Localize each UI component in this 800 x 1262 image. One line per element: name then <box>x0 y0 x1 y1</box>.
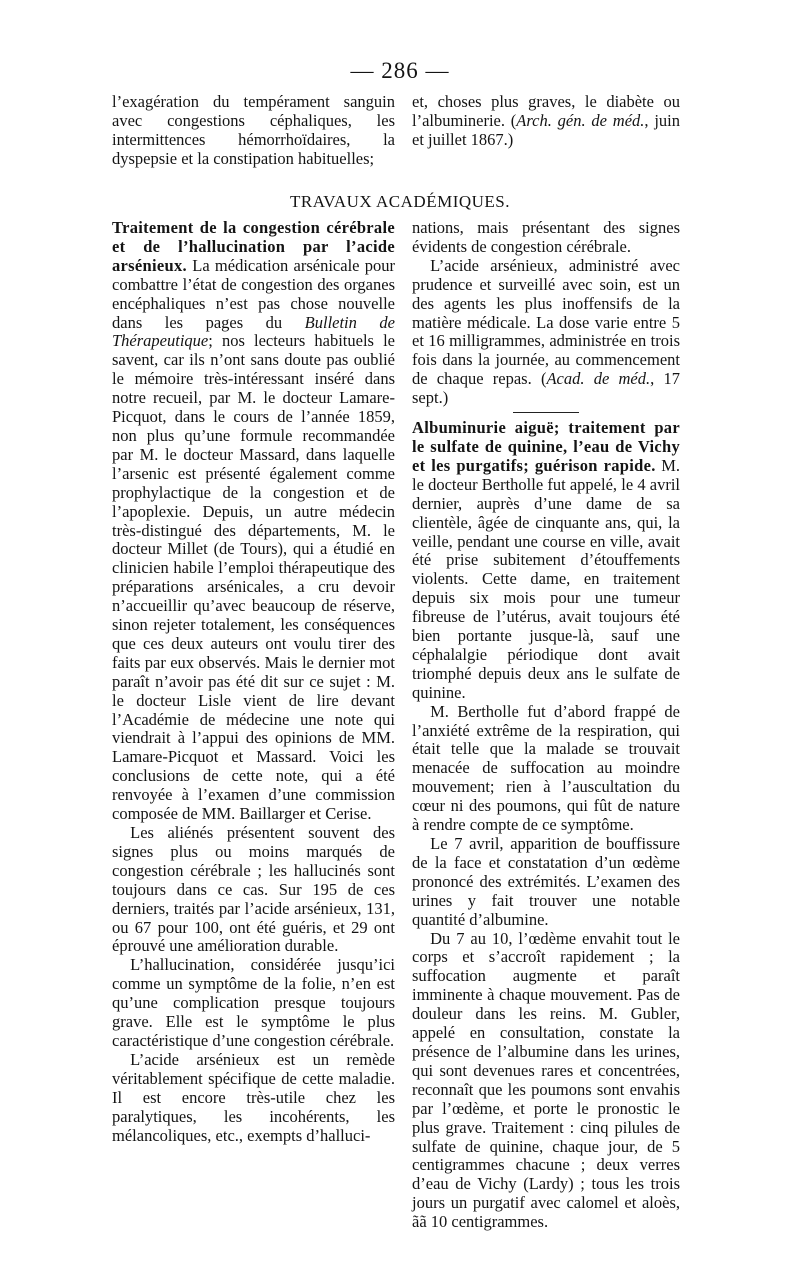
section-heading: TRAVAUX ACADÉMIQUES. <box>289 192 510 211</box>
citation-date: , juin et juillet 1867.) <box>412 110 680 149</box>
article2-intro <box>412 419 680 703</box>
article1-citation: Acad. de méd. <box>546 369 651 389</box>
article1-citation-date: , 17 sept.) <box>412 369 681 408</box>
article1-continuation: nations, mais présentant des signes évidents de congestion cérébrale. <box>412 218 680 256</box>
article1-paragraph-4: L’acide arsénieux est un remède véritablement spécifique de cette maladie. Il est encore très-utile chez les paralytiques, les incohérents, les mélancoliques, etc., exempts d’halluci- <box>112 1049 395 1145</box>
article1-paragraph-5 <box>412 257 680 408</box>
main-right-column <box>412 219 680 1232</box>
article1-intro <box>112 219 395 824</box>
article2-paragraph-3: Le 7 avril, apparition de bouffissure de la face et constatation d’un œdème prononcé des extrémités. L’examen des urines y fait trouver une notable quantité d’albumine. <box>412 834 680 929</box>
article1-paragraph-2: Les aliénés présentent souvent des signes plus ou moins marqués de congestion cérébrale ; les hallucinés sont toujours dans ce cas. Sur 195 de ces derniers, traités par l’acide arsénieux, 131, ou 67 pour 100, ont été guéris, et 29 ont éprouvé une amélioration durable. <box>112 823 395 956</box>
article2-paragraph-2: M. Bertholle fut d’abord frappé de l’anxiété extrême de la respiration, qui était telle que la malade se trouvait menacée de suffocation au moindre mouvement; rien à l’auscultation du cœur ni des poumons, qui fût de nature à rendre compte de ce symptôme. <box>412 701 680 835</box>
citation: Arch. gén. de méd. <box>516 110 645 130</box>
top-right-column <box>412 93 680 150</box>
article1-paragraph-3: L’hallucination, considérée jusqu’ici comme un symptôme de la folie, n’en est qu’une complication presque toujours grave. Elle est le symptôme le plus caractéristique d’une congestion cérébrale. <box>112 955 395 1050</box>
page-number: — 286 — <box>350 58 450 83</box>
journal-name: Bulletin de Thérapeutique <box>112 312 395 351</box>
carryover-text: et, choses plus graves, le diabète ou l’albuminerie. ( <box>412 92 680 130</box>
article2-intro-text: M. le docteur Bertholle fut appelé, le 4 avril dernier, auprès d’une dame de sa clientèle, âgée de cinquante ans, qui, la veille, pendant une course en ville, avait été prise subitement d’étouffements violents. Cette dame, en traitement depuis six mois pour une tumeur fibreuse de l’utérus, avait toujours été bien portante jusque-là, sauf une céphalalgie périodique dont avait triomphé depuis deux ans le sulfate de quinine. <box>412 455 680 702</box>
article1-intro-a: La médication arsénicale pour combattre l’état de congestion des organes encéphaliques n’est pas chose nouvelle dans les pages du <box>112 255 395 332</box>
article-divider <box>513 412 579 413</box>
article1-title: Traitement de la congestion cérébrale et de l’hallucination par l’acide arsénieux. <box>112 218 395 275</box>
article1-intro-b: ; nos lecteurs habituels le savent, car ils n’ont sans doute pas oublié le mémoire très-intéressant inséré dans notre recueil, par M. le docteur Lamare-Picquot, dans le cours de l’année 1859, non plus qu’une formule recommandée par M. le docteur Massard, dans laquelle l’arsenic est présenté également comme prophylactique de la congestion et de l’apoplexie. Depuis, un autre médecin très-distingué des départements, M. le docteur Millet (de Tours), qui a étudié en clinicien habile l’emploi thérapeutique des préparations arsénicales, a cru devoir n’accueillir qu’avec beaucoup de réserve, sinon rejeter totalement, les conséquences que ces deux auteurs ont voulu tirer des faits par eux observés. Mais le dernier mot paraît n’avoir pas été dit sur ce sujet : M. le docteur Lisle vient de lire devant l’Académie de médecine une note qui viendrait à l’appui des opinions de MM. Lamare-Picquot et Massard. Voici les conclusions de cette note, qui a été renvoyée à l’examen d’une commission composée de MM. Baillarger et Cerise. <box>112 331 395 824</box>
top-left-column <box>112 93 395 169</box>
article2-paragraph-4: Du 7 au 10, l’œdème envahit tout le corps et s’accroît rapidement ; la suffocation augmente et paraît imminente à chaque mouvement. Pas de douleur dans les reins. M. Gubler, appelé en consultation, constate la présence de l’albumine dans les urines, qui sont devenues rares et concentrées, reconnaît que les poumons sont envahis par l’œdème, et porte le pronostic le plus grave. Traitement : cinq pilules de sulfate de quinine, chaque jour, de 5 centigrammes chacune ; deux verres d’eau de Vichy (Lardy) ; tous les trois jours un purgatif avec calomel et aloès, ãã 10 centigrammes. <box>412 928 680 1232</box>
carryover-paragraph-left: l’exagération du tempérament sanguin avec congestions céphaliques, les intermittences hémorrhoïdaires, la dyspepsie et la constipation habituelles; <box>112 92 395 168</box>
carryover-paragraph-right <box>412 93 680 150</box>
main-left-column <box>112 219 395 1145</box>
article1-p5-text: L’acide arsénieux, administré avec prudence et surveillé avec soin, est un des agents les plus inoffensifs de la matière médicale. La dose varie entre 5 et 16 milligrammes, administrée en trois fois dans la journée, au commencement de chaque repas. ( <box>412 255 680 389</box>
article2-title: Albuminurie aiguë; traitement par le sulfate de quinine, l’eau de Vichy et les purgatifs; guérison rapide. <box>412 418 680 475</box>
